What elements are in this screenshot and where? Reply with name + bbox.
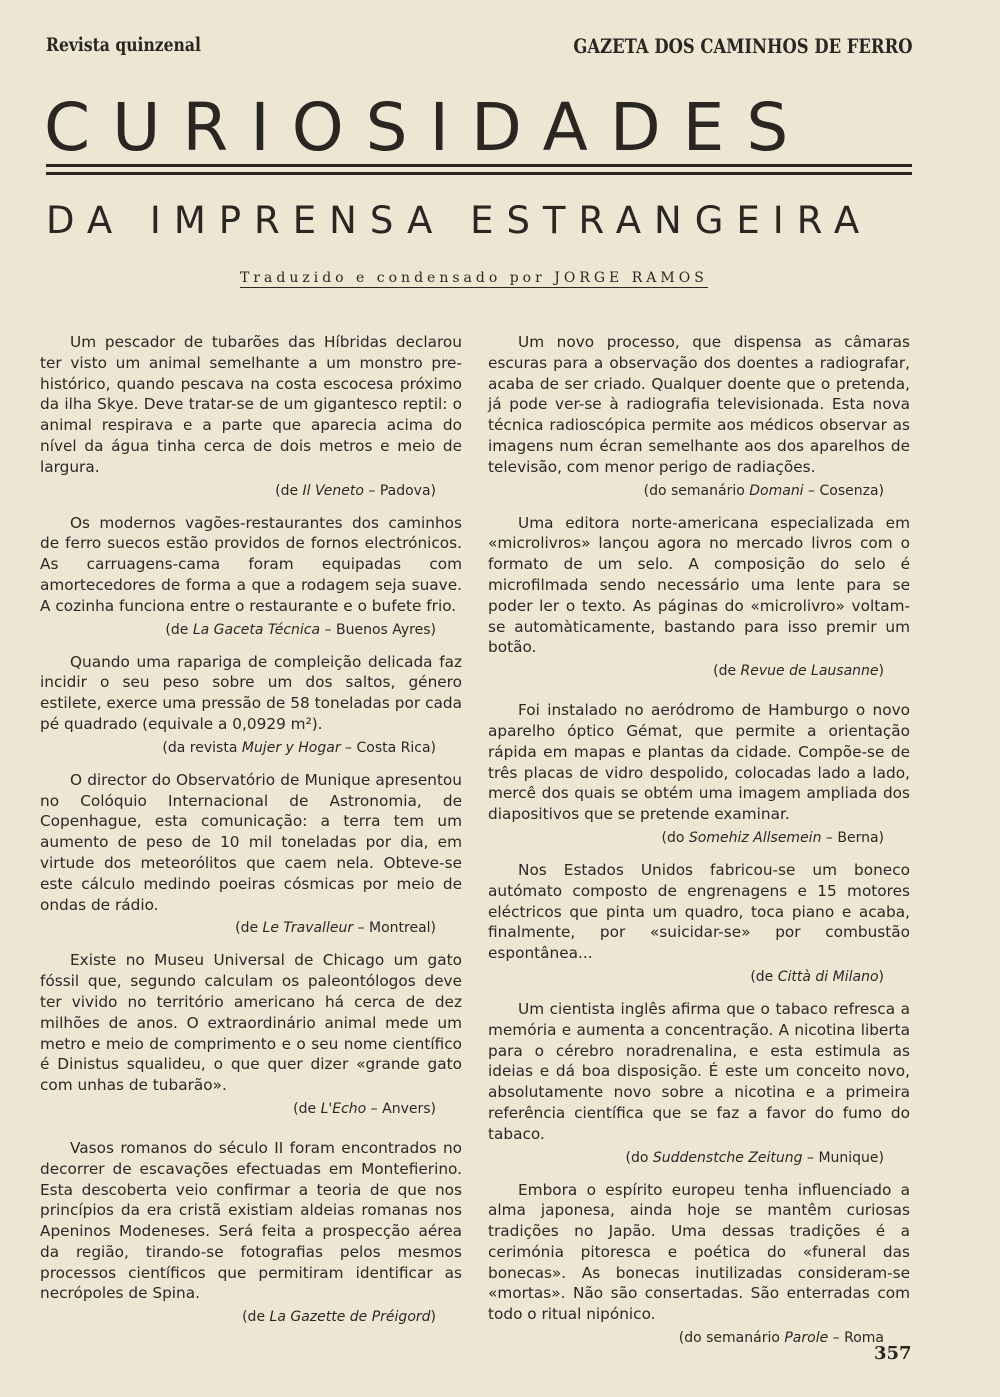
article-text: Os modernos vagões-restaurantes dos caminhos de ferro suecos estão providos de fornos electrónicos. As carruagens-cama foram equipadas com amortecedores de forma a que a rodagem seja suave. A cozinha funciona entre o restaurante e o bufete frio. [40,513,462,615]
article-text: Existe no Museu Universal de Chicago um gato fóssil que, segundo calculam os paleontólogos deve ter vivido no território americano há cerca de dez milhões de anos. O extraordinário animal mede um metro e meio de comprimento e o seu nome científico é Dinistus squalideu, o que quer dizer «grande gato com unhas de tubarão». [40,951,462,1095]
article-text: Vasos romanos do século II foram encontrados no decorrer de escavações efectuadas em Montefierino. Esta descoberta veio confirmar a teoria de que nos princípios da era cristã existiam aldeias romanas nos Apeninos Modeneses. Será feita a prospecção aérea da região, tirando-se fotografias pelos mesmos processos científicos que permitiram identificar as necrópoles de Spina. [40,1138,462,1303]
article-source: (de La Gaceta Técnica – Buenos Ayres) [165,621,436,638]
article-source: (de L'Echo – Anvers) [293,1100,436,1117]
article-text: Embora o espírito europeu tenha influenciado a alma japonesa, ainda hoje se mantêm curiosas tradições no Japão. Uma dessas tradições é a cerimónia pitoresca e poética do «funeral das bonecas». As bonecas inutilizadas consideram-se «mortas». Não são consertadas. São enterradas com todo o ritual nipónico. [488,1180,910,1324]
article-source: (da revista Mujer y Hogar – Costa Rica) [162,739,436,756]
article-text: Um cientista inglês afirma que o tabaco refresca a memória e aumenta a concentração. A nicotina liberta para o cérebro noradrenalina, e esta estimula as ideias e dá boa disposição. É este um conceito novo, absolutamente novo sobre a nicotina e a primeira referência científica que se faz a favor do fumo do tabaco. [488,999,910,1143]
article-item [488,860,910,986]
article-item [488,513,910,681]
page-title: CURIOSIDADES [44,89,811,166]
byline: Traduzido e condensado por JORGE RAMOS [240,270,708,286]
title-rule-top [46,164,912,167]
page-number: 357 [874,1343,912,1364]
article-item [40,950,462,1118]
page-subtitle: DA IMPRENSA ESTRANGEIRA [46,199,873,242]
article-text: Foi instalado no aeródromo de Hamburgo o novo aparelho óptico Gémat, que permite a orientação rápida em mapas e plantas da cidade. Compõe-se de três placas de vidro despolido, colocadas lado a lado, mercê dos quais se obtém uma imagem ampliada dos diapositivos que se pretende examinar. [488,701,910,824]
article-source: (de La Gazette de Préigord) [242,1309,436,1326]
article-item [488,1180,910,1348]
article-text: Um novo processo, que dispensa as câmaras escuras para a observação dos doentes a radiografar, acaba de ser criado. Qualquer doente que o pretenda, já pode ver-se à radiografia televisionada. Esta nova técnica radioscópica permite aos médicos observar as imagens num écran semelhante aos dos aparelhos de televisão, com menor perigo de radiações. [488,333,910,476]
article-source: (de Le Travalleur – Montreal) [235,920,436,937]
article-item [488,999,910,1167]
article-text: O director do Observatório de Munique apresentou no Colóquio Internacional de Astronomia, de Copenhague, esta comunicação: a terra tem um aumento de peso de 10 mil toneladas por dia, em virtude dos meteorólitos que caem nela. Obteve-se este cálculo medindo poeiras cósmicas por meio de ondas de rádio. [40,770,462,914]
article-source: (do Somehiz Allsemein – Berna) [661,829,884,846]
article-item [40,1138,462,1326]
article-text: Nos Estados Unidos fabricou-se um boneco autómato composto de engrenagens e 15 motores eléctricos que pinta um quadro, toca piano e acaba, finalmente, por «suicidar-se» por combustão espontânea... [488,860,910,963]
article-item [40,770,462,938]
header-left: Revista quinzenal [46,34,201,56]
article-item [488,700,910,847]
article-text: Quando uma rapariga de compleição delicada faz incidir o seu peso sobre um dos saltos, género estilete, exerce uma pressão de 58 toneladas por cada pé quadrado (equivale a 0,0929 m²). [40,652,462,733]
article-source: (do semanário Domani – Cosenza) [643,482,884,499]
header-right: GAZETA DOS CAMINHOS DE FERRO [572,34,912,58]
article-text: Uma editora norte-americana especializada em «microlivros» lançou agora no mercado livros com o formato de um selo. A composição do selo é microfilmada sendo necessário uma lente para se poder ler o texto. As páginas do «microlivro» voltam-se automàticamente, bastando para isso premir um botão. [488,513,910,657]
article-source: (do Suddenstche Zeitung – Munique) [625,1149,884,1166]
left-column [40,332,462,1326]
article-item [40,513,462,639]
article-source: (de Città di Milano) [750,968,884,985]
article-item [488,332,910,500]
article-item [40,652,462,757]
article-source: (de Revue de Lausanne) [713,663,884,680]
article-item [40,332,462,500]
title-rule-bottom [46,172,912,175]
article-source: (de Il Veneto – Padova) [275,482,436,499]
right-column [488,332,910,1347]
article-source: (do semanário Parole – Roma [678,1330,884,1347]
article-text: Um pescador de tubarões das Híbridas declarou ter visto um animal semelhante a um monstro pre-histórico, quando pescava na costa escocesa próximo da ilha Skye. Deve tratar-se de um gigantesco reptil: o animal respirava e a parte que aparecia acima do nível da água tinha cerca de dois metros e meio de largura. [40,333,462,476]
